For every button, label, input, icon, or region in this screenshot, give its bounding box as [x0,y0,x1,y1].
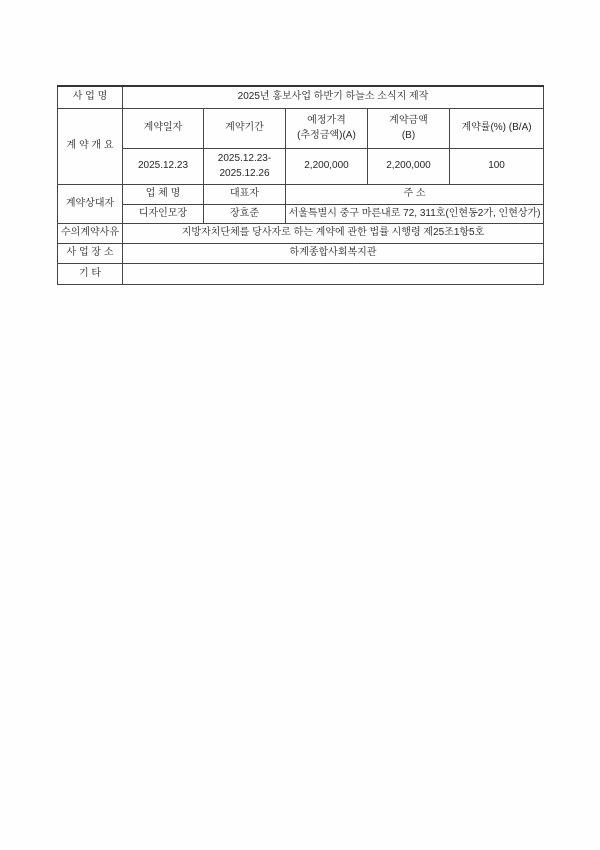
business-name-label: 사 업 명 [58,86,123,108]
header-address: 주 소 [286,184,544,204]
overview-label: 계 약 개 요 [58,108,123,184]
location-value: 하계종합사회복지관 [123,243,544,263]
location-label: 사 업 장 소 [58,243,123,263]
etc-label: 기 타 [58,263,123,284]
header-contract-amount-line2: (B) [401,130,416,141]
table-row [58,148,544,184]
header-contract-date: 계약일자 [123,108,204,148]
header-estimated-price [286,108,368,148]
etc-value [123,263,544,284]
header-contract-amount [368,108,450,148]
header-contract-rate: 계약률(%) (B/A) [450,108,544,148]
contract-summary-table [57,85,544,285]
reason-value: 지방자치단체를 당사자로 하는 계약에 관한 법률 시행령 제25조1항5호 [123,223,544,243]
reason-label: 수의계약사유 [58,223,123,243]
header-estimated-price-line2: (추정금액)(A) [297,130,356,141]
value-company-name: 디자인모장 [123,204,204,223]
header-estimated-price-line1: 예정가격 [307,115,346,126]
table-row [58,184,544,204]
table-row [58,263,544,284]
value-estimated-price: 2,200,000 [286,148,368,184]
header-contract-amount-line1: 계약금액 [389,115,428,126]
header-contract-period: 계약기간 [204,108,286,148]
table-row [58,86,544,108]
value-address: 서울특별시 중구 마른내로 72, 311호(인현동2가, 인현상가) [286,204,544,223]
value-contract-period-line1: 2025.12.23- [217,153,272,164]
table-row [58,243,544,263]
party-label: 계약상대자 [58,184,123,223]
value-contract-amount: 2,200,000 [368,148,450,184]
header-company-name: 업 체 명 [123,184,204,204]
value-contract-rate: 100 [450,148,544,184]
table-row [58,223,544,243]
value-contract-date: 2025.12.23 [123,148,204,184]
value-contract-period-line2: 2025.12.26 [219,168,270,179]
value-representative: 장효준 [204,204,286,223]
table-row [58,108,544,148]
header-representative: 대표자 [204,184,286,204]
table-row [58,204,544,223]
business-name-value: 2025년 홍보사업 하반기 하늘소 소식지 제작 [123,86,544,108]
value-contract-period [204,148,286,184]
